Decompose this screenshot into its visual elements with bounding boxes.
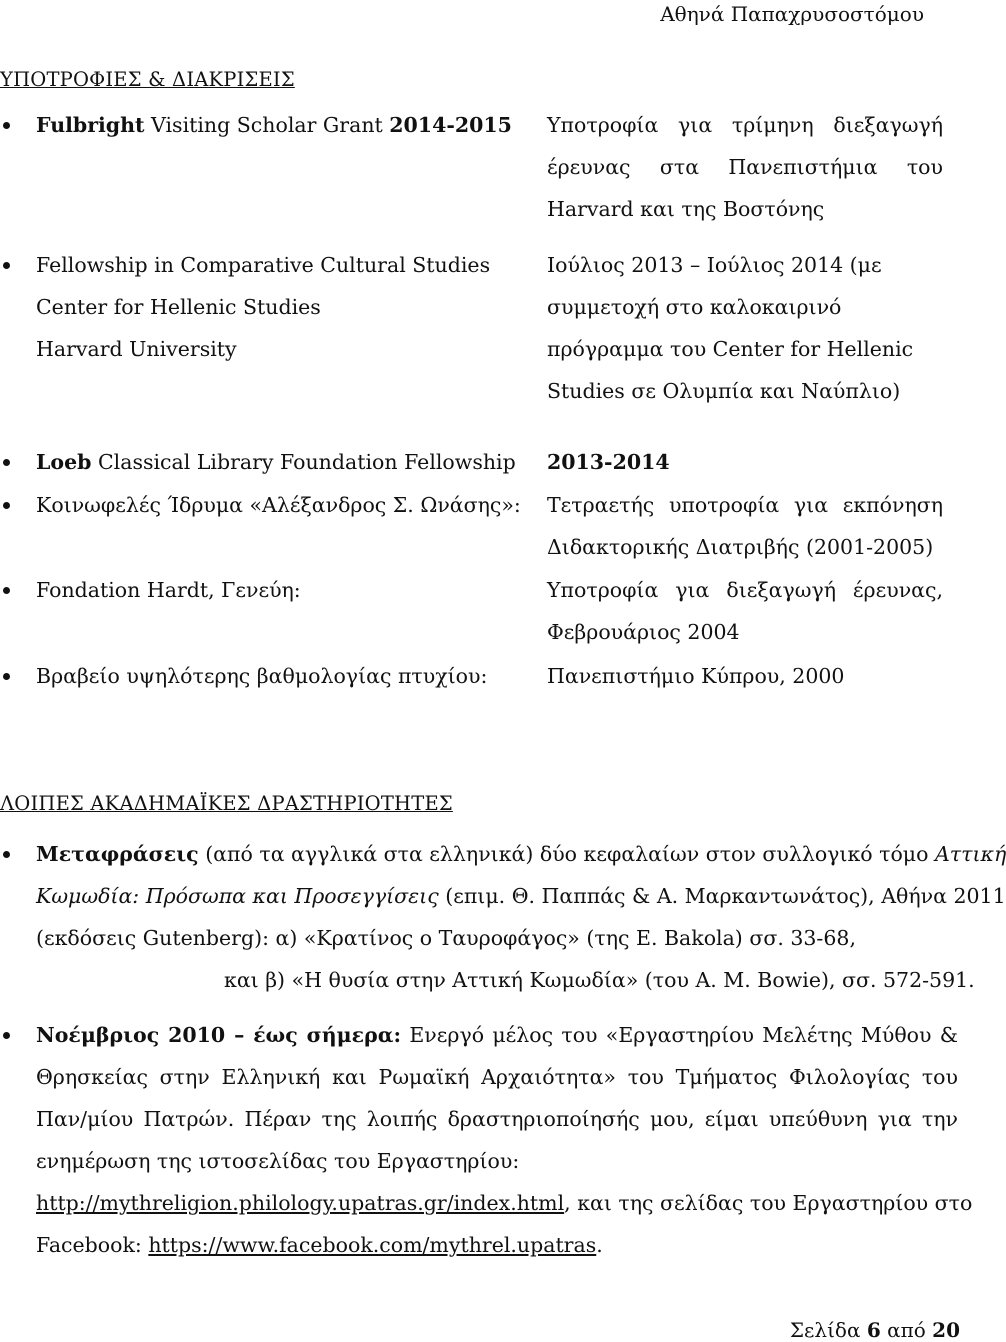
award-desc-fulbright [547, 104, 943, 230]
bullet-icon [3, 673, 10, 680]
page-mid: από [880, 1318, 933, 1342]
translations-editors: (επιμ. Θ. Παππάς & Α. Μαρκαντωνάτος), Αθήνα 2011 [438, 884, 1006, 908]
bullet-icon [3, 262, 10, 269]
award-desc-degree-prize: Πανεπιστήμιο Κύπρου, 2000 [547, 664, 845, 688]
lab-line-2: Θρησκείας στην Ελληνική και Ρωμαϊκή Αρχαιότητα» του Τμήματος Φιλολογίας του [36, 1065, 958, 1089]
award-item-loeb [36, 441, 516, 483]
page-number-footer [790, 1318, 960, 1342]
lab-line-3: Παν/μίου Πατρών. Πέραν της λοιπής δραστηριοποίησής μου, είμαι υπεύθυνη για την [36, 1107, 958, 1131]
desc-line: Τετραετής υποτροφία για εκπόνηση [547, 493, 943, 517]
lab-entry [36, 1014, 973, 1266]
desc-line: Διδακτορικής Διατριβής (2001-2005) [547, 535, 934, 559]
desc-line: Υποτροφία για τρίμηνη διεξαγωγή [547, 113, 943, 137]
award-text: Classical Library Foundation Fellowship [91, 450, 516, 474]
desc-line: συμμετοχή στο καλοκαιρινό [547, 295, 842, 319]
award-desc-hardt [547, 569, 943, 653]
bullet-icon [3, 459, 10, 466]
award-line: Fellowship in Comparative Cultural Studies [36, 253, 491, 277]
award-text: Visiting Scholar Grant [144, 113, 390, 137]
translations-text: (από τα αγγλικά στα ελληνικά) δύο κεφαλαίων στον συλλογικό τόμο [198, 842, 935, 866]
award-line: Center for Hellenic Studies [36, 295, 321, 319]
page-prefix: Σελίδα [789, 1318, 867, 1342]
award-item-fulbright [36, 104, 512, 146]
award-item-onassis: Κοινωφελές Ίδρυμα «Αλέξανδρος Σ. Ωνάσης»: [36, 493, 521, 517]
lab-line-5 [36, 1182, 973, 1224]
section-heading-other-activities: ΛΟΙΠΕΣ ΑΚΑΔΗΜΑΪΚΕΣ ΔΡΑΣΤΗΡΙΟΤΗΤΕΣ [0, 792, 453, 815]
translations-entry [36, 833, 1006, 1001]
award-desc-harvard [547, 244, 943, 412]
facebook-label: Facebook: [36, 1233, 149, 1257]
bullet-icon [3, 502, 10, 509]
lab-text: Ενεργό μέλος του «Εργαστηρίου Μελέτης Μύθου & [401, 1023, 958, 1047]
award-line: Harvard University [36, 337, 237, 361]
award-year: 2014-2015 [389, 113, 512, 137]
lab-facebook-link[interactable]: https://www.facebook.com/mythrel.upatras [148, 1233, 597, 1257]
bullet-icon [3, 122, 10, 129]
page-total: 20 [932, 1318, 960, 1342]
lab-after-link: , και της σελίδας του Εργαστηρίου στο [564, 1191, 973, 1215]
translations-line-1 [36, 833, 1006, 875]
translations-bold: Μεταφράσεις [36, 842, 199, 866]
author-name-header: Αθηνά Παπαχρυσοστόμου [660, 2, 924, 26]
lab-line-6 [36, 1224, 958, 1266]
translations-volume-title: Αττική [935, 842, 1006, 866]
bullet-icon [3, 851, 10, 858]
award-bold: Fulbright [36, 113, 145, 137]
desc-line-dates: Ιούλιος 2013 – Ιούλιος 2014 (με [547, 253, 882, 277]
bullet-icon [3, 587, 10, 594]
award-desc-loeb: 2013-2014 [547, 450, 670, 474]
desc-line: Harvard και της Βοστόνης [547, 197, 825, 221]
award-item-hardt: Fondation Hardt, Γενεύη: [36, 578, 301, 602]
page-current: 6 [866, 1318, 881, 1342]
lab-period: . [596, 1233, 603, 1257]
translations-line-3: (εκδόσεις Gutenberg): α) «Κρατίνος ο Ταυροφάγος» (της E. Bakola) σσ. 33-68, [36, 926, 856, 950]
award-bold: Loeb [36, 450, 92, 474]
award-desc-onassis [547, 484, 943, 568]
translations-volume-subtitle: Κωμωδία: Πρόσωπα και Προσεγγίσεις [36, 884, 439, 908]
award-item-harvard-fellowship [36, 244, 490, 370]
lab-line-4: ενημέρωση της ιστοσελίδας του Εργαστηρίου: [36, 1149, 520, 1173]
award-item-degree-prize: Βραβείο υψηλότερης βαθμολογίας πτυχίου: [36, 664, 488, 688]
translations-line-4: και β) «Η θυσία στην Αττική Κωμωδία» (του A. M. Bowie), σσ. 572-591. [224, 968, 975, 992]
translations-line-2 [36, 875, 1006, 917]
desc-line: πρόγραμμα του Center for Hellenic [547, 337, 914, 361]
bullet-icon [3, 1032, 10, 1039]
desc-line: Υποτροφία για διεξαγωγή έρευνας, [547, 578, 943, 602]
desc-line: Φεβρουάριος 2004 [547, 620, 740, 644]
lab-website-link[interactable]: http://mythreligion.philology.upatras.gr/index.html [36, 1191, 565, 1215]
lab-dates: Νοέμβριος 2010 – έως σήμερα: [36, 1023, 402, 1047]
desc-line: έρευνας στα Πανεπιστήμια του [547, 155, 943, 179]
desc-line: Studies σε Ολυμπία και Ναύπλιο) [547, 379, 901, 403]
lab-line-1 [36, 1014, 958, 1056]
section-heading-awards: ΥΠΟΤΡΟΦΙΕΣ & ΔΙΑΚΡΙΣΕΙΣ [0, 68, 295, 91]
